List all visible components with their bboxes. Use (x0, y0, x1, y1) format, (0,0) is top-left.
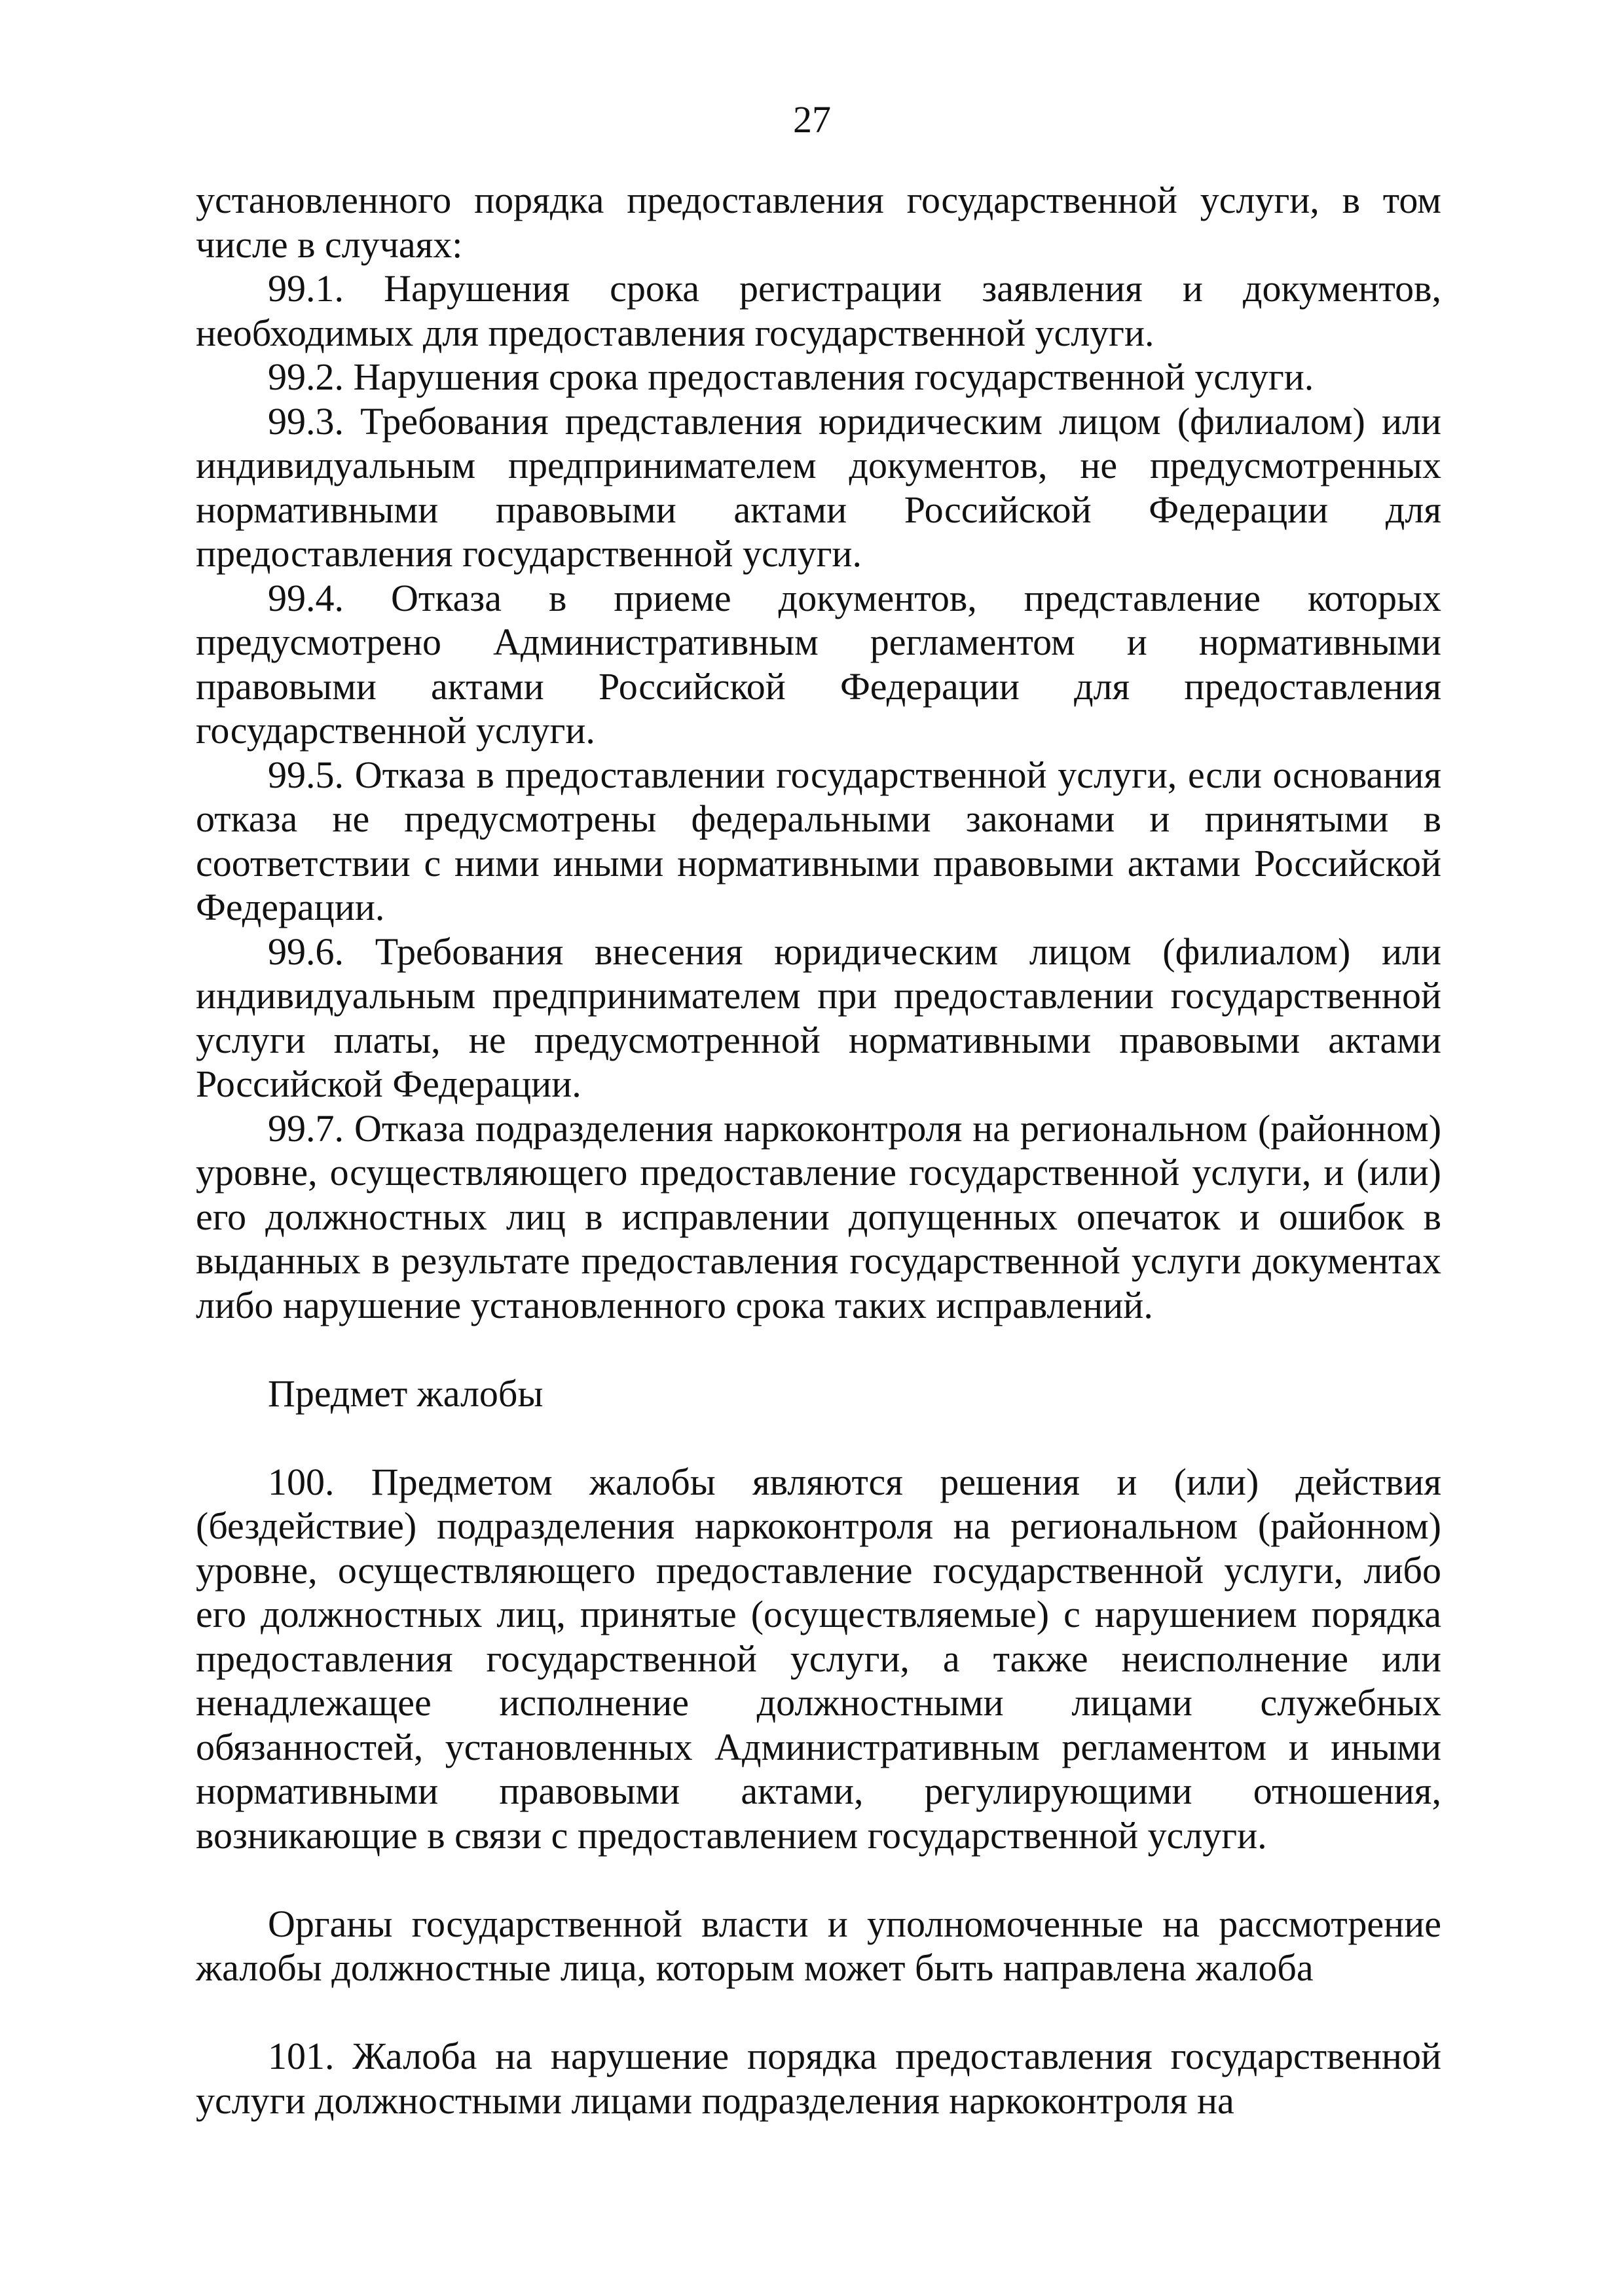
item-99-2 (196, 355, 1441, 399)
item-number: 101. (268, 2035, 335, 2077)
item-99-1 (196, 266, 1441, 355)
item-number: 99.5. (268, 753, 344, 796)
spacer (196, 1857, 1441, 1902)
item-number: 99.2. (268, 355, 344, 398)
item-text: Нарушения срока предоставления государственной услуги. (353, 355, 1314, 398)
document-body (196, 178, 1441, 2123)
item-number: 100. (268, 1460, 335, 1503)
spacer (196, 1990, 1441, 2035)
item-99-7 (196, 1106, 1441, 1328)
item-number: 99.7. (268, 1106, 344, 1150)
item-text: Отказа подразделения наркоконтроля на региональном (районном) уровне, осуществляющего предоставление государственной услуги, и (или) его должностных лиц в исправлении допущенных опечаток и ошибок в выданных в результате предоставления государственной услуги документах либо нарушение установленного срока таких исправлений. (196, 1106, 1442, 1326)
item-text: Отказа в приеме документов, представление которых предусмотрено Административным регламентом и нормативными правовыми актами Российской Федерации для предоставления государственной услуги. (196, 576, 1442, 752)
item-number: 99.1. (268, 267, 344, 310)
item-text: Нарушения срока регистрации заявления и документов, необходимых для предоставления государственной услуги. (196, 267, 1441, 354)
item-number: 99.4. (268, 576, 344, 619)
item-99-6 (196, 930, 1441, 1106)
section-heading-subject: Предмет жалобы (268, 1372, 544, 1415)
item-text: Жалоба на нарушение порядка предоставления государственной услуги должностными лицами подразделения наркоконтроля на (196, 2035, 1441, 2122)
item-text: Требования представления юридическим лицом (филиалом) или индивидуальным предпринимателем документов, не предусмотренных нормативными правовыми актами Российской Федерации для предоставления государственной услуги. (196, 399, 1441, 575)
item-99-5 (196, 753, 1441, 930)
spacer (196, 1327, 1441, 1372)
item-text: Отказа в предоставлении государственной услуги, если основания отказа не предусмотрены федеральными законами и принятыми в соответствии с ними иными нормативными правовыми актами Российской Федерации. (196, 753, 1441, 928)
item-101 (196, 2034, 1441, 2123)
section-heading-bodies: Органы государственной власти и уполномоченные на рассмотрение жалобы должностные лица, которым может быть направлена жалоба (196, 1902, 1441, 1989)
item-text: Предметом жалобы являются решения и (или) действия (бездействие) подразделения наркоконтроля на региональном (районном) уровне, осуществляющего предоставление государственной услуги, либо его должностных лиц, принятые (осуществляемые) с нарушением порядка предоставления государственной услуги, а также неисполнение или ненадлежащее исполнение должностными лицами служебных обязанностей, установленных Административным регламентом и иными нормативными правовыми актами, регулирующими отношения, возникающие в связи с предоставлением государственной услуги. (196, 1460, 1441, 1857)
item-text: Требования внесения юридическим лицом (филиалом) или индивидуальным предпринимателем при предоставлении государственной услуги платы, не предусмотренной нормативными правовыми актами Российской Федерации. (196, 930, 1442, 1105)
spacer (196, 1415, 1441, 1460)
item-99-3 (196, 399, 1441, 576)
intro-paragraph: установленного порядка предоставления государственной услуги, в том числе в случаях: (196, 179, 1441, 266)
page-number: 27 (793, 98, 831, 141)
item-99-4 (196, 576, 1441, 753)
item-number: 99.3. (268, 399, 344, 443)
item-number: 99.6. (268, 930, 344, 973)
item-100 (196, 1460, 1441, 1858)
